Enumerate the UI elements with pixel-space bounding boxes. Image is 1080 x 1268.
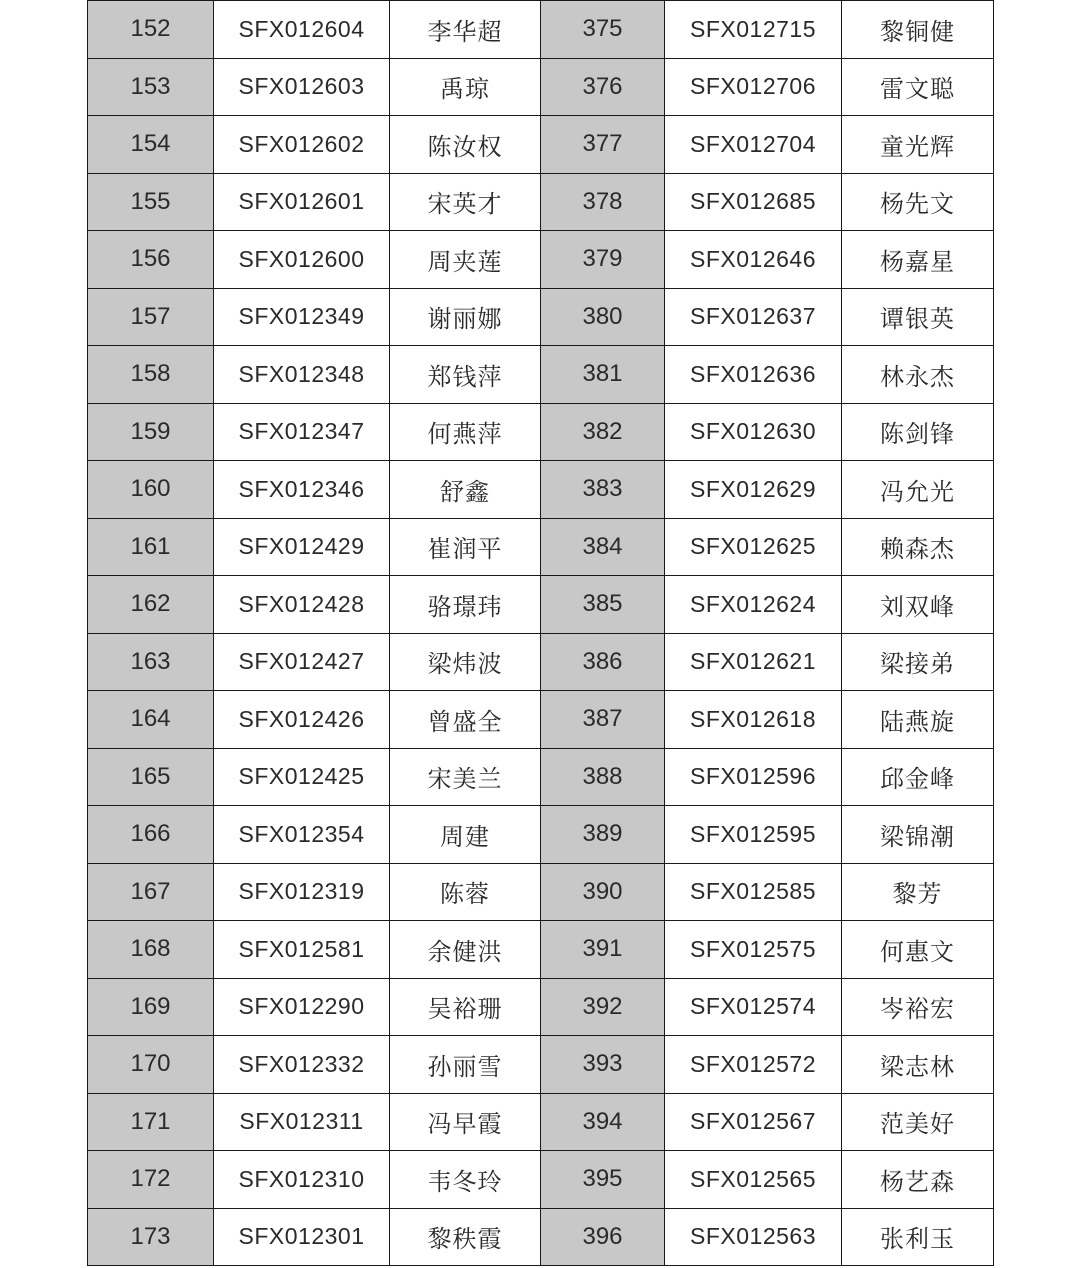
left-name-cell: 宋美兰 [390, 748, 541, 806]
table-row [88, 576, 994, 634]
table-row [88, 1093, 994, 1151]
right-name-cell: 何惠文 [842, 921, 994, 979]
left-name-cell: 禹琼 [390, 58, 541, 116]
right-name-cell: 杨嘉星 [842, 231, 994, 289]
right-name-cell: 赖森杰 [842, 518, 994, 576]
right-serial-number-cell: 387 [541, 691, 665, 749]
left-student-id-cell: SFX012301 [214, 1208, 390, 1266]
left-name-cell: 孙丽雪 [390, 1036, 541, 1094]
right-student-id-cell: SFX012685 [665, 173, 842, 231]
left-name-cell: 舒鑫 [390, 461, 541, 519]
table-row [88, 346, 994, 404]
table-row [88, 518, 994, 576]
right-student-id-cell: SFX012637 [665, 288, 842, 346]
left-name-cell: 陈汝权 [390, 116, 541, 174]
table-row [88, 1036, 994, 1094]
left-name-cell: 余健洪 [390, 921, 541, 979]
left-name-cell: 周夹莲 [390, 231, 541, 289]
left-serial-number-cell: 170 [88, 1036, 214, 1094]
left-student-id-cell: SFX012354 [214, 806, 390, 864]
left-serial-number-cell: 164 [88, 691, 214, 749]
right-serial-number-cell: 382 [541, 403, 665, 461]
left-name-cell: 宋英才 [390, 173, 541, 231]
right-name-cell: 黎铜健 [842, 1, 994, 59]
roster-table-body [88, 1, 994, 1266]
table-row [88, 231, 994, 289]
left-serial-number-cell: 155 [88, 173, 214, 231]
left-student-id-cell: SFX012311 [214, 1093, 390, 1151]
left-student-id-cell: SFX012427 [214, 633, 390, 691]
left-name-cell: 谢丽娜 [390, 288, 541, 346]
table-row [88, 978, 994, 1036]
table-row [88, 461, 994, 519]
right-serial-number-cell: 395 [541, 1151, 665, 1209]
left-name-cell: 曾盛全 [390, 691, 541, 749]
right-serial-number-cell: 385 [541, 576, 665, 634]
right-student-id-cell: SFX012715 [665, 1, 842, 59]
left-serial-number-cell: 157 [88, 288, 214, 346]
left-student-id-cell: SFX012290 [214, 978, 390, 1036]
table-row [88, 1, 994, 59]
right-name-cell: 梁锦潮 [842, 806, 994, 864]
right-serial-number-cell: 388 [541, 748, 665, 806]
right-name-cell: 梁接弟 [842, 633, 994, 691]
left-student-id-cell: SFX012602 [214, 116, 390, 174]
table-row [88, 691, 994, 749]
right-student-id-cell: SFX012625 [665, 518, 842, 576]
left-student-id-cell: SFX012347 [214, 403, 390, 461]
right-serial-number-cell: 389 [541, 806, 665, 864]
right-name-cell: 谭银英 [842, 288, 994, 346]
left-serial-number-cell: 165 [88, 748, 214, 806]
left-serial-number-cell: 167 [88, 863, 214, 921]
right-name-cell: 陈剑锋 [842, 403, 994, 461]
left-name-cell: 黎秩霞 [390, 1208, 541, 1266]
table-row [88, 173, 994, 231]
left-student-id-cell: SFX012310 [214, 1151, 390, 1209]
left-serial-number-cell: 171 [88, 1093, 214, 1151]
right-name-cell: 范美好 [842, 1093, 994, 1151]
table-row [88, 806, 994, 864]
right-student-id-cell: SFX012567 [665, 1093, 842, 1151]
right-serial-number-cell: 380 [541, 288, 665, 346]
right-student-id-cell: SFX012629 [665, 461, 842, 519]
right-student-id-cell: SFX012595 [665, 806, 842, 864]
left-name-cell: 梁炜波 [390, 633, 541, 691]
left-student-id-cell: SFX012319 [214, 863, 390, 921]
right-serial-number-cell: 383 [541, 461, 665, 519]
left-student-id-cell: SFX012600 [214, 231, 390, 289]
left-serial-number-cell: 152 [88, 1, 214, 59]
left-name-cell: 冯早霞 [390, 1093, 541, 1151]
left-name-cell: 郑钱萍 [390, 346, 541, 404]
right-student-id-cell: SFX012565 [665, 1151, 842, 1209]
left-student-id-cell: SFX012425 [214, 748, 390, 806]
left-student-id-cell: SFX012348 [214, 346, 390, 404]
left-serial-number-cell: 156 [88, 231, 214, 289]
right-student-id-cell: SFX012596 [665, 748, 842, 806]
right-name-cell: 杨艺森 [842, 1151, 994, 1209]
right-name-cell: 陆燕旋 [842, 691, 994, 749]
right-serial-number-cell: 386 [541, 633, 665, 691]
left-name-cell: 何燕萍 [390, 403, 541, 461]
left-name-cell: 吴裕珊 [390, 978, 541, 1036]
right-name-cell: 雷文聪 [842, 58, 994, 116]
right-name-cell: 林永杰 [842, 346, 994, 404]
right-name-cell: 黎芳 [842, 863, 994, 921]
left-serial-number-cell: 168 [88, 921, 214, 979]
right-student-id-cell: SFX012572 [665, 1036, 842, 1094]
left-serial-number-cell: 153 [88, 58, 214, 116]
right-student-id-cell: SFX012624 [665, 576, 842, 634]
table-row [88, 403, 994, 461]
right-name-cell: 冯允光 [842, 461, 994, 519]
left-student-id-cell: SFX012332 [214, 1036, 390, 1094]
right-name-cell: 刘双峰 [842, 576, 994, 634]
table-row [88, 748, 994, 806]
right-serial-number-cell: 392 [541, 978, 665, 1036]
right-student-id-cell: SFX012636 [665, 346, 842, 404]
left-name-cell: 陈蓉 [390, 863, 541, 921]
right-serial-number-cell: 394 [541, 1093, 665, 1151]
right-name-cell: 岑裕宏 [842, 978, 994, 1036]
left-serial-number-cell: 169 [88, 978, 214, 1036]
right-serial-number-cell: 378 [541, 173, 665, 231]
left-student-id-cell: SFX012428 [214, 576, 390, 634]
left-name-cell: 李华超 [390, 1, 541, 59]
right-name-cell: 童光辉 [842, 116, 994, 174]
left-student-id-cell: SFX012603 [214, 58, 390, 116]
left-student-id-cell: SFX012601 [214, 173, 390, 231]
table-row [88, 1151, 994, 1209]
table-row [88, 1208, 994, 1266]
left-name-cell: 周建 [390, 806, 541, 864]
right-serial-number-cell: 384 [541, 518, 665, 576]
left-serial-number-cell: 161 [88, 518, 214, 576]
left-serial-number-cell: 163 [88, 633, 214, 691]
right-serial-number-cell: 390 [541, 863, 665, 921]
table-row [88, 58, 994, 116]
right-student-id-cell: SFX012585 [665, 863, 842, 921]
left-serial-number-cell: 172 [88, 1151, 214, 1209]
left-serial-number-cell: 154 [88, 116, 214, 174]
right-student-id-cell: SFX012618 [665, 691, 842, 749]
left-student-id-cell: SFX012429 [214, 518, 390, 576]
table-row [88, 116, 994, 174]
left-serial-number-cell: 173 [88, 1208, 214, 1266]
left-serial-number-cell: 162 [88, 576, 214, 634]
left-serial-number-cell: 158 [88, 346, 214, 404]
table-row [88, 633, 994, 691]
right-student-id-cell: SFX012646 [665, 231, 842, 289]
roster-table [87, 0, 994, 1266]
right-serial-number-cell: 391 [541, 921, 665, 979]
left-serial-number-cell: 166 [88, 806, 214, 864]
right-student-id-cell: SFX012563 [665, 1208, 842, 1266]
right-name-cell: 邱金峰 [842, 748, 994, 806]
right-student-id-cell: SFX012621 [665, 633, 842, 691]
left-student-id-cell: SFX012426 [214, 691, 390, 749]
table-row [88, 288, 994, 346]
left-student-id-cell: SFX012604 [214, 1, 390, 59]
right-student-id-cell: SFX012630 [665, 403, 842, 461]
left-student-id-cell: SFX012349 [214, 288, 390, 346]
right-student-id-cell: SFX012575 [665, 921, 842, 979]
roster-table-container [87, 0, 993, 1266]
right-serial-number-cell: 377 [541, 116, 665, 174]
right-serial-number-cell: 379 [541, 231, 665, 289]
left-name-cell: 骆璟玮 [390, 576, 541, 634]
table-row [88, 921, 994, 979]
right-name-cell: 梁志林 [842, 1036, 994, 1094]
left-serial-number-cell: 159 [88, 403, 214, 461]
table-row [88, 863, 994, 921]
left-name-cell: 崔润平 [390, 518, 541, 576]
left-serial-number-cell: 160 [88, 461, 214, 519]
left-student-id-cell: SFX012346 [214, 461, 390, 519]
right-serial-number-cell: 396 [541, 1208, 665, 1266]
right-student-id-cell: SFX012706 [665, 58, 842, 116]
right-student-id-cell: SFX012574 [665, 978, 842, 1036]
right-serial-number-cell: 375 [541, 1, 665, 59]
left-name-cell: 韦冬玲 [390, 1151, 541, 1209]
right-serial-number-cell: 381 [541, 346, 665, 404]
left-student-id-cell: SFX012581 [214, 921, 390, 979]
right-serial-number-cell: 376 [541, 58, 665, 116]
right-name-cell: 张利玉 [842, 1208, 994, 1266]
right-student-id-cell: SFX012704 [665, 116, 842, 174]
right-name-cell: 杨先文 [842, 173, 994, 231]
right-serial-number-cell: 393 [541, 1036, 665, 1094]
